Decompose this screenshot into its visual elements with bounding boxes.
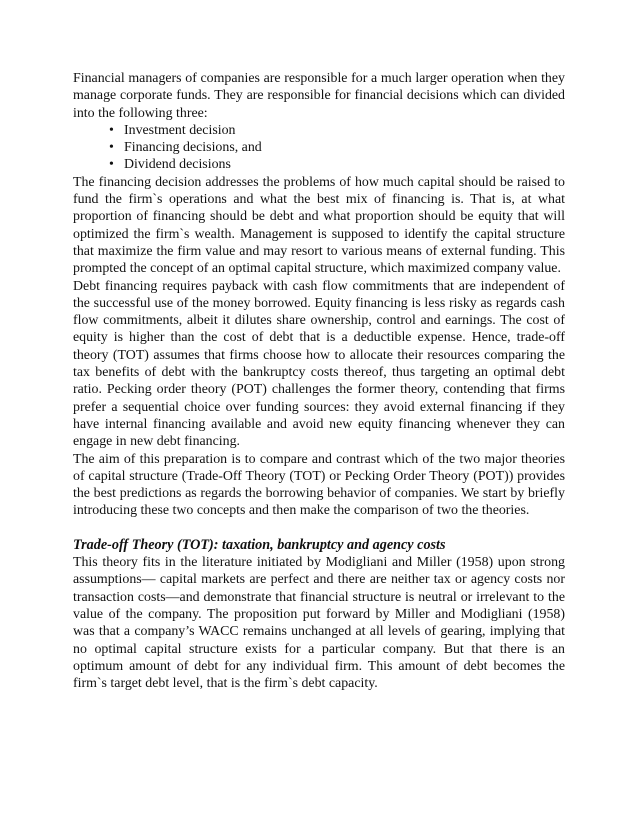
debt-financing-paragraph: Debt financing requires payback with cash flow commitments that are independent of the successful use of the money borrowed. Equity financing is less risky as regards cash flow commitments, albeit it dilutes share ownership, control and earnings. The cost of equity is higher than the cost of debt that is a deductible expense. Hence, trade-off theory (TOT) assumes that firms choose how to allocate their resources comparing the tax benefits of debt with the bankruptcy costs thereof, thus targeting an optimal debt ratio. Pecking order theory (POT) challenges the former theory, contending that firms prefer a sequential choice over funding sources: they avoid external financing if they have internal financing available and avoid new equity financing whenever they can engage in new debt financing. [73, 278, 565, 450]
intro-paragraph: Financial managers of companies are responsible for a much larger operation when they manage corporate funds. They are responsible for financial decisions which can divided into the following three: [73, 71, 565, 121]
aim-paragraph: The aim of this preparation is to compare and contrast which of the two major theories of capital structure (Trade-Off Theory (TOT) or Pecking Order Theory (POT)) provides the best predictions as regards the borrowing behavior of companies. We start by briefly introducing these two concepts and then make the comparison of two the theories. [73, 451, 565, 519]
list-item: • Investment decision [73, 122, 565, 139]
trade-off-theory-paragraph: This theory fits in the literature initiated by Modigliani and Miller (1958) upon strong assumptions— capital markets are perfect and there are neither tax or agency costs nor transaction costs—and demonstrate that financial structure is neutral or irrelevant to the value of the company. The proposition put forward by Miller and Modigliani (1958) was that a company’s WACC remains unchanged at all levels of gearing, implying that no optimal capital structure exists for a particular company. But that there is an optimum amount of debt for any individual firm. This amount of debt becomes the firm`s target debt level, that is the firm`s debt capacity. [73, 555, 565, 692]
section-heading: Trade-off Theory (TOT): taxation, bankruptcy and agency costs [73, 536, 446, 553]
document-page [73, 70, 565, 692]
financing-decision-paragraph: The financing decision addresses the problems of how much capital should be raised to fund the firm`s operations and what the best mix of financing is. That is, at what proportion of financing should be debt and what proportion should be equity that will optimized the firm`s wealth. Management is supposed to identify the capital structure that maximize the firm value and may resort to various means of external funding. This prompted the concept of an optimal capital structure, which maximized company value. [73, 174, 565, 277]
decision-list [73, 122, 565, 174]
list-item: • Dividend decisions [73, 156, 565, 173]
section-spacer [73, 520, 565, 537]
list-item: • Financing decisions, and [73, 139, 565, 156]
